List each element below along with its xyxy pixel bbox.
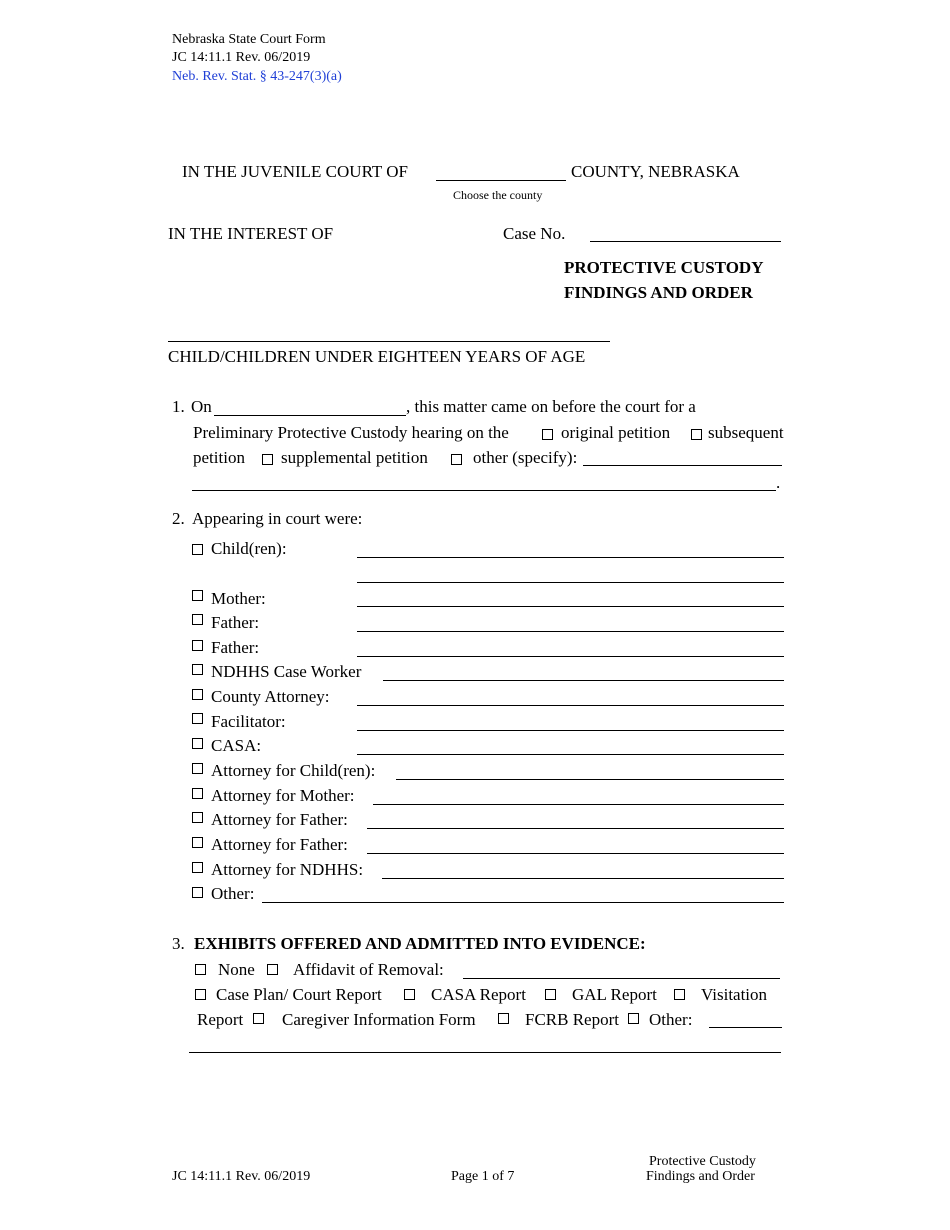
- appearance-checkbox[interactable]: [192, 887, 203, 898]
- appearance-label: Father:: [211, 638, 260, 657]
- exhibit-other-checkbox[interactable]: [628, 1013, 639, 1024]
- exhibit-fcrb-checkbox[interactable]: [498, 1013, 509, 1024]
- exhibit-affidavit-checkbox[interactable]: [267, 964, 278, 975]
- footer-title-line-1: Protective Custody: [649, 1154, 756, 1169]
- appearance-checkbox[interactable]: [192, 689, 203, 700]
- section-3-heading: EXHIBITS OFFERED AND ADMITTED INTO EVIDENCE:: [194, 934, 646, 953]
- other-petition-checkbox[interactable]: [451, 454, 462, 465]
- exhibit-gal-checkbox[interactable]: [545, 989, 556, 1000]
- appearance-checkbox[interactable]: [192, 738, 203, 749]
- exhibit-fcrb-label: FCRB Report: [525, 1010, 619, 1029]
- appearance-label: Attorney for Father:: [211, 810, 348, 829]
- footer-title-line-2: Findings and Order: [646, 1169, 755, 1184]
- appearance-checkbox[interactable]: [192, 664, 203, 675]
- appearance-field[interactable]: [367, 828, 784, 829]
- section-1-number: 1.: [172, 397, 185, 416]
- appearance-checkbox[interactable]: [192, 614, 203, 625]
- appearance-label: Attorney for Father:: [211, 835, 348, 854]
- case-no-label: Case No.: [503, 224, 566, 243]
- appearance-field[interactable]: [357, 730, 784, 731]
- exhibit-report-label: Report: [197, 1010, 244, 1029]
- county-hint: Choose the county: [453, 188, 543, 202]
- form-id: JC 14:11.1 Rev. 06/2019: [172, 50, 311, 65]
- appearance-field[interactable]: [373, 804, 784, 805]
- other-specify-field-2[interactable]: [192, 490, 776, 491]
- county-field[interactable]: [436, 180, 566, 181]
- other-specify-label: other (specify):: [473, 448, 578, 467]
- appearance-checkbox[interactable]: [192, 640, 203, 651]
- interest-of-label: IN THE INTEREST OF: [168, 224, 334, 243]
- appearance-field[interactable]: [357, 754, 784, 755]
- subsequent-label: subsequent: [708, 423, 784, 442]
- title-line-1: PROTECTIVE CUSTODY: [564, 258, 764, 277]
- appearance-field[interactable]: [382, 878, 784, 879]
- appearance-checkbox[interactable]: [192, 788, 203, 799]
- exhibit-casa-checkbox[interactable]: [404, 989, 415, 1000]
- other-specify-field[interactable]: [583, 465, 782, 466]
- appearance-field[interactable]: [357, 705, 784, 706]
- appearance-field[interactable]: [383, 680, 784, 681]
- period: .: [776, 473, 781, 492]
- appearance-checkbox[interactable]: [192, 713, 203, 724]
- section-2-heading: Appearing in court were:: [192, 509, 363, 528]
- appearance-label: NDHHS Case Worker: [211, 662, 362, 681]
- exhibit-affidavit-label: Affidavit of Removal:: [293, 960, 444, 979]
- appearance-label: Other:: [211, 884, 255, 903]
- supplemental-petition-checkbox[interactable]: [262, 454, 273, 465]
- appearance-checkbox[interactable]: [192, 837, 203, 848]
- children-label: CHILD/CHILDREN UNDER EIGHTEEN YEARS OF AGE: [168, 347, 586, 366]
- appearance-checkbox[interactable]: [192, 763, 203, 774]
- exhibit-none-label: None: [218, 960, 255, 979]
- appearance-field[interactable]: [262, 902, 784, 903]
- footer-page-number: Page 1 of 7: [451, 1169, 515, 1184]
- petition-label: petition: [193, 448, 245, 467]
- appearance-field[interactable]: [357, 606, 784, 607]
- exhibit-gal-label: GAL Report: [572, 985, 657, 1004]
- exhibit-other-field[interactable]: [709, 1027, 782, 1028]
- original-petition-label: original petition: [561, 423, 671, 442]
- court-prefix: IN THE JUVENILE COURT OF: [182, 162, 408, 181]
- appearance-field[interactable]: [357, 656, 784, 657]
- original-petition-checkbox[interactable]: [542, 429, 553, 440]
- appearance-label: County Attorney:: [211, 687, 330, 706]
- subsequent-petition-checkbox[interactable]: [691, 429, 702, 440]
- supplemental-petition-label: supplemental petition: [281, 448, 428, 467]
- affidavit-field[interactable]: [463, 978, 780, 979]
- section-1-hearing: Preliminary Protective Custody hearing on the: [193, 423, 509, 442]
- appearance-label: Father:: [211, 613, 260, 632]
- exhibit-case-plan-label: Case Plan/ Court Report: [216, 985, 382, 1004]
- appearance-field[interactable]: [367, 853, 784, 854]
- exhibit-visitation-checkbox[interactable]: [674, 989, 685, 1000]
- appearance-label: Child(ren):: [211, 539, 287, 558]
- section-2-number: 2.: [172, 509, 185, 528]
- court-suffix: COUNTY, NEBRASKA: [571, 162, 740, 181]
- appearance-label: CASA:: [211, 736, 262, 755]
- exhibit-visitation-label: Visitation: [701, 985, 768, 1004]
- exhibit-caregiver-checkbox[interactable]: [253, 1013, 264, 1024]
- appearance-checkbox[interactable]: [192, 544, 203, 555]
- appearance-checkbox[interactable]: [192, 590, 203, 601]
- appearance-field[interactable]: [357, 631, 784, 632]
- form-name: Nebraska State Court Form: [172, 32, 326, 47]
- exhibit-case-plan-checkbox[interactable]: [195, 989, 206, 1000]
- title-line-2: FINDINGS AND ORDER: [564, 283, 753, 302]
- statute-link[interactable]: Neb. Rev. Stat. § 43-247(3)(a): [172, 69, 342, 84]
- appearance-label: Attorney for Mother:: [211, 786, 355, 805]
- appearance-label: Attorney for NDHHS:: [211, 860, 364, 879]
- appearance-label: Facilitator:: [211, 712, 286, 731]
- exhibit-casa-label: CASA Report: [431, 985, 526, 1004]
- exhibit-caregiver-label: Caregiver Information Form: [282, 1010, 476, 1029]
- exhibit-other-field-2[interactable]: [189, 1052, 781, 1053]
- hearing-date-field[interactable]: [214, 415, 406, 416]
- section-3-number: 3.: [172, 934, 185, 953]
- appearance-field[interactable]: [357, 557, 784, 558]
- appearance-label: Attorney for Child(ren):: [211, 761, 376, 780]
- case-no-field[interactable]: [590, 241, 781, 242]
- footer-form-id: JC 14:11.1 Rev. 06/2019: [172, 1169, 311, 1184]
- child-name-field[interactable]: [168, 341, 610, 342]
- appearance-checkbox[interactable]: [192, 812, 203, 823]
- appearance-label: Mother:: [211, 589, 266, 608]
- section-1-on: On: [191, 397, 212, 416]
- exhibit-other-label: Other:: [649, 1010, 693, 1029]
- appearance-checkbox[interactable]: [192, 862, 203, 873]
- appearance-field[interactable]: [357, 582, 784, 583]
- appearance-field[interactable]: [396, 779, 784, 780]
- exhibit-none-checkbox[interactable]: [195, 964, 206, 975]
- section-1-came-on: , this matter came on before the court for a: [406, 397, 696, 416]
